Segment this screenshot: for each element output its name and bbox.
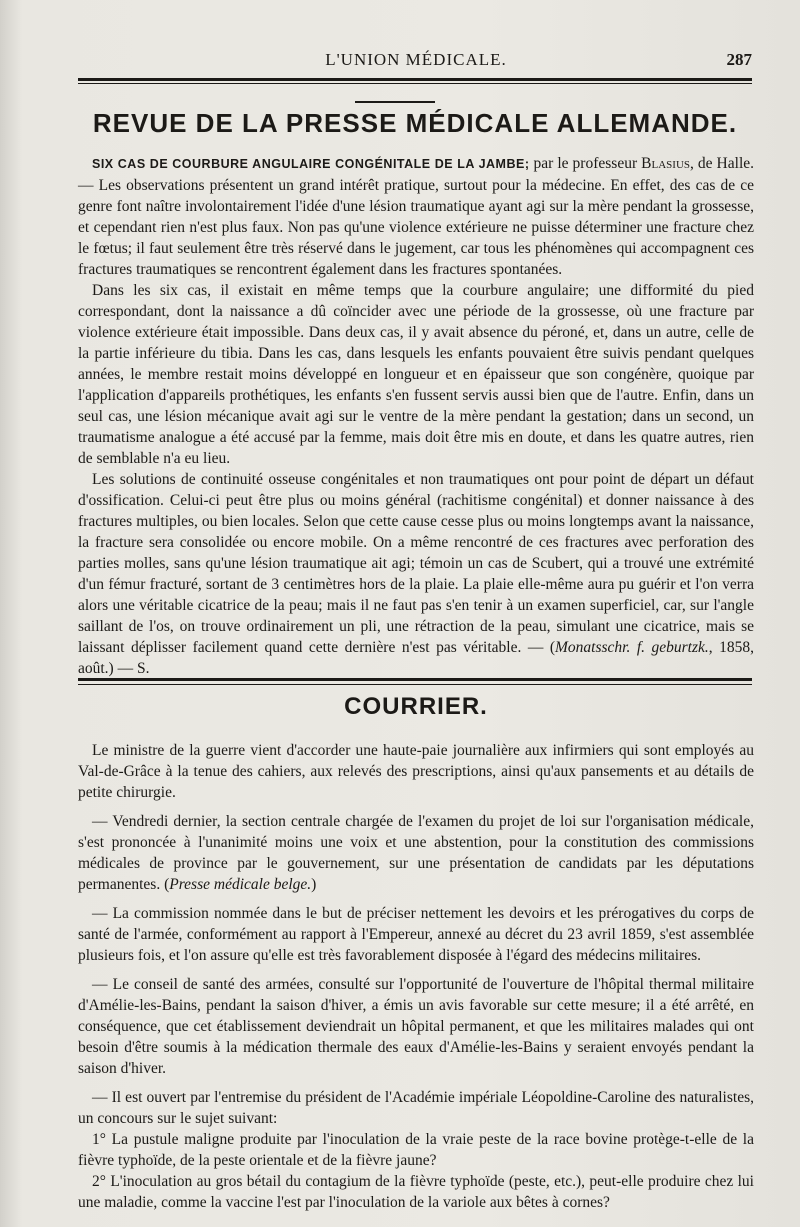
paragraph: Le ministre de la guerre vient d'accorder une haute-paie journalière aux infirmiers qui sont employés au Val-de-Grâce à la tenue des cahiers, aux relevés des prescriptions, ainsi qu'aux pansements et au détails de petite chirurgie. (78, 742, 754, 801)
paragraph (78, 811, 754, 895)
paragraph: Dans les six cas, il existait en même temps que la courbure angulaire; une difformité du pied correspondant, dont la naissance a dû coïncider avec une période de la grossesse, où une fracture par violence extérieure était impossible. Dans deux cas, il y avait absence du péroné, et, dans un autre, celle de la partie inférieure du tibia. Dans les cas, dans lesquels les enfants pouvaient être suivis pendant quelques années, le membre restait moins développé en longueur et en épaisseur que son congénère, quoique par l'application d'appareils prothétiques, les enfants s'en fussent servis aussi bien que de l'autre. Enfin, dans un seul cas, une lésion mécanique avait agi sur le ventre de la mère pendant la gestation; dans un second, un traumatisme analogue a été accusé par la femme, mais doit être mis en doute, et dans les quatre autres, rien de semblable n'a eu lieu. (78, 282, 754, 467)
text: ) (311, 876, 317, 893)
question-item: 2° L'inoculation au gros bétail du contagium de la fièvre typhoïde (peste, etc.), peut-elle produire chez lui une maladie, comme la vaccine l'est par l'inoculation de la variole aux bêtes à cornes? (78, 1173, 754, 1211)
journal-title: L'UNION MÉDICALE. (325, 50, 507, 69)
text: par le professeur (529, 155, 642, 172)
text: Les solutions de continuité osseuse congénitales et non traumatiques ont pour point de départ un défaut d'ossification. Celui-ci peut être plus ou moins général (rachitisme congénital) et donner naissance à des fractures multiples, ou bien locales. Selon que cette cause cesse plus ou moins longtemps avant la naissance, la fracture sera consolidée ou encore mobile. On a même rencontré de ces fractures avec perforation des parties molles, sans qu'une lésion traumatique ait agi; témoin un cas de Scubert, qui a trouvé une extrémité d'un fémur fracturé, sortant de 3 centimètres hors de la plaie. La plaie elle-même aura pu guérir et l'on verra alors une véritable cicatrice de la peau; mais il ne faut pas s'en tenir à un examen superficiel, car, sur l'angle saillant de l'os, on trouve ordinairement un pli, une rétraction de la peau, simulant une cicatrice, mais se laissant déplisser facilement quand cette dernière n'est pas véritable. — ( (78, 471, 754, 656)
section-rule-thin (78, 684, 752, 685)
author-name: Blasius (641, 155, 690, 172)
article-lead: SIX CAS DE COURBURE ANGULAIRE CONGÉNITALE DE LA JAMBE; (92, 157, 530, 171)
paragraph: — Il est ouvert par l'entremise du président de l'Académie impériale Léopoldine-Caroline des naturalistes, un concours sur le sujet suivant: (78, 1089, 754, 1127)
text: , de Halle. — Les observations présentent un grand intérêt pratique, surtout pour la médecine. En effet, des cas de ce genre font naître involontairement l'idée d'une lésion traumatique ayant agi sur la mère pendant la grossesse, et cependant rien n'est plus faux. Non pas qu'une violence extérieure ne puisse déterminer une fracture chez le fœtus; il faut seulement être très réservé dans le jugement, car tous les phénomènes qui accompagnent ces fractures traumatiques se rencontrent également dans les fractures spontanées. (78, 155, 754, 278)
text: — Vendredi dernier, la section centrale chargée de l'examen du projet de loi sur l'organisation médicale, s'est prononcée à l'unanimité moins une voix et une abstention, pour la constitution des commissions médicales de province par le gouvernement, sur une présentation de candidats par les députations permanentes. ( (78, 813, 754, 893)
header-rule (78, 78, 752, 81)
article-body-courrier (78, 740, 754, 1213)
paragraph (78, 153, 754, 280)
question-item: 1° La pustule maligne produite par l'inoculation de la vraie peste de la race bovine protège-t-elle de la fièvre typhoïde, de la peste orientale et de la fièvre jaune? (78, 1131, 754, 1169)
text: , 1858, août.) — S. (78, 639, 755, 677)
section-rule (78, 678, 752, 681)
paragraph: — Le conseil de santé des armées, consulté sur l'opportunité de l'ouverture de l'hôpital thermal militaire d'Amélie-les-Bains, pendant la saison d'hiver, a émis un avis favorable sur cette mesure; il a été arrêté, en conséquence, que cet établissement deviendrait un hôpital permanent, et que les militaires malades qui ont besoin d'être soumis à la médication thermale des eaux d'Amélie-les-Bains y seraient envoyés pendant la saison d'hiver. (78, 976, 754, 1077)
paragraph: — La commission nommée dans le but de préciser nettement les devoirs et les prérogatives du corps de santé de l'armée, conformément au rapport à l'Empereur, annexé au décret du 23 avril 1859, s'est assemblée plusieurs fois, et l'on assure qu'elle est très favorablement disposée à l'égard des médecins militaires. (78, 905, 754, 964)
paragraph (78, 469, 754, 679)
source-citation: Monatsschr. f. geburtzk. (554, 639, 709, 656)
title-ornament-rule (355, 101, 435, 103)
header-rule-thin (78, 83, 752, 84)
source-citation: Presse médicale belge. (169, 876, 312, 893)
article-title-revue: REVUE DE LA PRESSE MÉDICALE ALLEMANDE. (92, 108, 738, 138)
article-title-courrier: COURRIER. (344, 693, 488, 720)
article-body-revue (78, 153, 754, 679)
running-head (80, 50, 752, 74)
page-number: 287 (726, 50, 752, 69)
